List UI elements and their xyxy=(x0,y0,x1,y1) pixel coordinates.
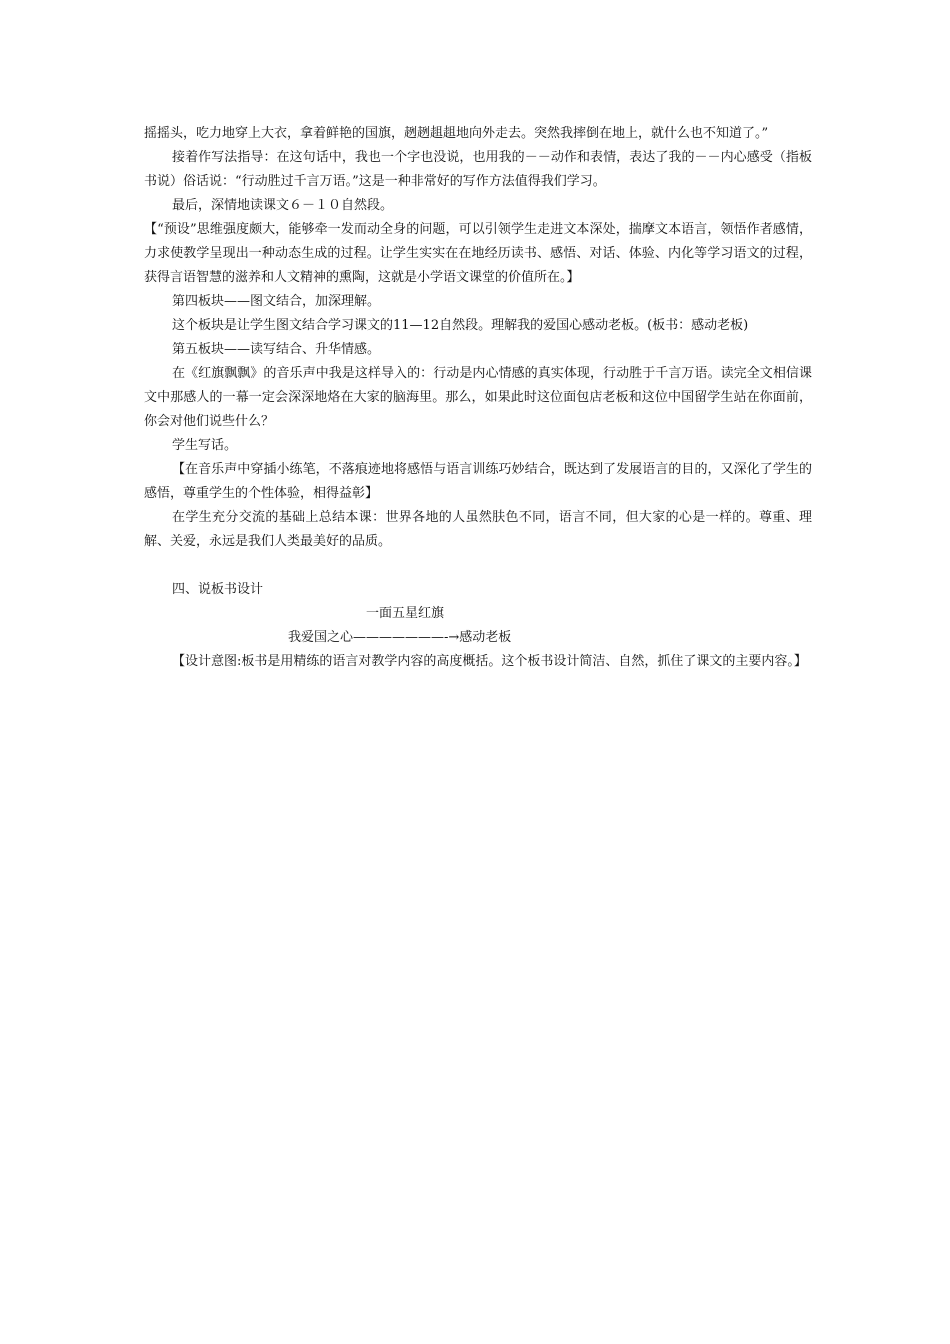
section-heading-board-design: 四、说板书设计 xyxy=(172,582,264,597)
paragraph-block-five-body: 在《红旗飘飘》的音乐声中我是这样导入的：行动是内心情感的真实体现，行动胜于千言万语。读完全文相信课文中那感人的一幕一定会深深地烙在大家的脑海里。那么，如果此时这位面包店老板和这位中国留学生站在你面前，你会对他们说些什么？ xyxy=(144,366,812,429)
paragraph-block-four-heading: 第四板块——图文结合，加深理解。 xyxy=(172,294,381,309)
board-line-flag: 一面五星红旗 xyxy=(366,606,445,621)
paragraph-writing-comment: 【在音乐声中穿插小练笔，不落痕迹地将感悟与语言训练巧妙结合，既达到了发展语言的目的，又深化了学生的感悟，尊重学生的个性体验，相得益彰】 xyxy=(144,462,812,501)
paragraph-writing-guidance: 接着作写法指导：在这句话中，我也一个字也没说，也用我的－－动作和表情，表达了我的－－内心感受（指板书说）俗话说：“行动胜过千言万语。”这是一种非常好的写作方法值得我们学习。 xyxy=(144,150,812,189)
board-line-patriotism: 我爱国之心———————-→感动老板 xyxy=(288,630,512,645)
paragraph-block-four-body: 这个板块是让学生图文结合学习课文的11—12自然段。理解我的爱国心感动老板。(板书：感动老板) xyxy=(172,318,749,333)
paragraph-read-aloud: 最后，深情地读课文６－１０自然段。 xyxy=(172,198,394,213)
document-page xyxy=(144,122,812,674)
paragraph-design-intent: 【设计意图:板书是用精练的语言对教学内容的高度概括。这个板书设计简洁、自然，抓住了课文的主要内容。】 xyxy=(172,654,807,669)
paragraph-preset-comment: 【“预设”思维强度颇大，能够牵一发而动全身的问题，可以引领学生走进文本深处，揣摩文本语言，领悟作者感情，力求使教学呈现出一种动态生成的过程。让学生实实在在地经历读书、感悟、对话、体验、内化等学习语文的过程，获得言语智慧的滋养和人文精神的熏陶，这就是小学语文课堂的价值所在。】 xyxy=(144,222,812,285)
paragraph-block-five-heading: 第五板块——读写结合、升华情感。 xyxy=(172,342,381,357)
paragraph-student-writing: 学生写话。 xyxy=(172,438,238,453)
paragraph-summary: 在学生充分交流的基础上总结本课：世界各地的人虽然肤色不同，语言不同，但大家的心是一样的。尊重、理解、关爱，永远是我们人类最美好的品质。 xyxy=(144,510,812,549)
section-spacer xyxy=(144,554,812,578)
paragraph-continued-story: 摇摇头，吃力地穿上大衣，拿着鲜艳的国旗，趔趔趄趄地向外走去。突然我摔倒在地上，就什么也不知道了。” xyxy=(144,126,769,141)
